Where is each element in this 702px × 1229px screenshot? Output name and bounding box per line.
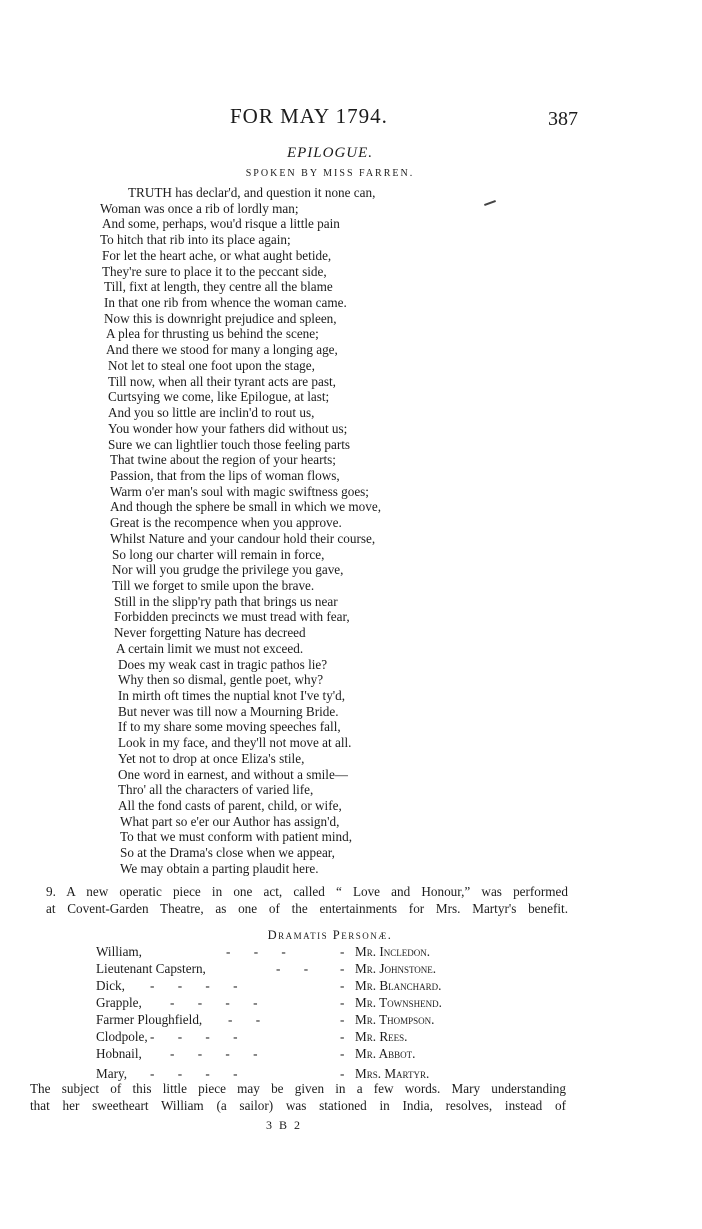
cast-dash: -: [340, 1046, 345, 1061]
poem-line: Woman was once a rib of lordly man;: [100, 200, 299, 216]
cast-leader: - - -: [226, 944, 296, 959]
cast-actor: Mrs. Martyr.: [355, 1066, 430, 1081]
cast-dash: -: [340, 1029, 345, 1044]
poem-line: Look in my face, and they'll not move at all.: [118, 735, 352, 751]
poem-line: Curtsying we come, like Epilogue, at last;: [108, 389, 330, 405]
poem-line: Thro' all the characters of varied life,: [118, 782, 314, 798]
poem-line: If to my share some moving speeches fall,: [118, 719, 341, 735]
cast-role: Farmer Ploughfield,: [96, 1012, 203, 1027]
poem-line: What part so e'er our Author has assign'd,: [120, 813, 340, 829]
entry-line: 9. A new operatic piece in one act, called “ Love and Honour,” was performed: [46, 884, 568, 899]
poem-line: Great is the recompence when you approve.: [110, 515, 342, 531]
cast-dash: -: [340, 995, 345, 1010]
poem-line: One word in earnest, and without a smile—: [118, 766, 348, 782]
cast-role: Hobnail,: [96, 1046, 142, 1061]
cast-leader: - - - -: [170, 995, 268, 1010]
poem-line: TRUTH has declar'd, and question it none can,: [128, 185, 376, 200]
page-header: [0, 100, 702, 140]
poem-line: Whilst Nature and your candour hold their course,: [110, 530, 376, 546]
poem-line: Sure we can lightlier touch those feeling parts: [108, 436, 351, 452]
summary-line: that her sweetheart William (a sailor) was stationed in India, resolves, instead of: [30, 1098, 566, 1113]
cast-role: Grapple,: [96, 995, 142, 1010]
poem-line: Forbidden precincts we must tread with fear,: [114, 609, 350, 625]
cast-actor: Mr. Johnstone.: [355, 961, 437, 976]
cast-dash: -: [340, 1012, 345, 1027]
epilogue-title: EPILOGUE.: [286, 145, 374, 161]
poem-line: So long our charter will remain in force,: [112, 546, 325, 562]
poem-line: Why then so dismal, gentle poet, why?: [118, 672, 324, 688]
poem-line: And you so little are inclin'd to rout us,: [108, 405, 315, 421]
cast-role: William,: [96, 944, 142, 959]
poem-line: You wonder how your fathers did without us;: [108, 420, 348, 436]
cast-leader: - - - -: [150, 1066, 248, 1081]
cast-role: Clodpole,: [96, 1029, 148, 1044]
epilogue-byline: SPOKEN BY MISS FARREN.: [245, 168, 415, 179]
poem-line: Does my weak cast in tragic pathos lie?: [118, 656, 328, 672]
cast-row: [0, 1012, 702, 1028]
cast-actor: Mr. Rees.: [355, 1029, 408, 1044]
summary-line: The subject of this little piece may be given in a few words. Mary understanding: [30, 1081, 566, 1096]
cast-actor: Mr. Thompson.: [355, 1012, 435, 1027]
cast-role: Dick,: [96, 978, 125, 993]
poem-line: So at the Drama's close when we appear,: [120, 845, 335, 861]
cast-actor: Mr. Blanchard.: [355, 978, 442, 993]
running-head: FOR MAY 1794.: [230, 104, 388, 128]
poem-line: To that we must conform with patient mind,: [120, 829, 353, 845]
poem-line: Warm o'er man's soul with magic swiftness goes;: [110, 483, 369, 499]
poem-line: We may obtain a parting plaudit here.: [120, 860, 319, 876]
cast-dash: -: [340, 978, 345, 993]
poem-line: All the fond casts of parent, child, or wife,: [118, 798, 342, 814]
theatre-entry: [46, 883, 568, 917]
epilogue-poem: [100, 185, 440, 877]
cast-dash: -: [340, 961, 345, 976]
poem-line: They're sure to place it to the peccant side,: [102, 263, 327, 279]
page-number: 387: [548, 108, 578, 130]
poem-line: A plea for thrusting us behind the scene;: [106, 326, 319, 342]
poem-line: Not let to steal one foot upon the stage,: [108, 357, 315, 373]
cast-actor: Mr. Incledon.: [355, 944, 431, 959]
poem-line: That twine about the region of your hearts;: [110, 452, 336, 468]
poem-line: Passion, that from the lips of woman flows,: [110, 467, 340, 483]
poem-line: In that one rib from whence the woman came.: [104, 295, 347, 311]
cast-leader: - - - -: [150, 1029, 248, 1044]
cast-actor: Mr. Abbot.: [355, 1046, 416, 1061]
cast-row: [0, 961, 702, 977]
cast-role: Lieutenant Capstern,: [96, 961, 206, 976]
cast-row: [0, 1046, 702, 1062]
plot-summary: [30, 1080, 566, 1114]
cast-row: [0, 995, 702, 1011]
poem-line: Till now, when all their tyrant acts are past,: [108, 373, 336, 389]
poem-line: And though the sphere be small in which we move,: [110, 499, 382, 515]
poem-line: Never forgetting Nature has decreed: [114, 625, 306, 641]
cast-leader: - - - -: [150, 978, 248, 993]
poem-line: Till we forget to smile upon the brave.: [112, 577, 315, 593]
poem-line: To hitch that rib into its place again;: [100, 232, 291, 248]
cast-row: [0, 1029, 702, 1045]
dramatis-personae-heading: Dramatis Personæ.: [267, 928, 393, 942]
poem-line: Nor will you grudge the privilege you gave,: [112, 562, 344, 578]
poem-line: Still in the slipp'ry path that brings us near: [114, 593, 338, 609]
poem-line: Till, fixt at length, they centre all the blame: [104, 279, 333, 295]
poem-line: And some, perhaps, wou'd risque a little pain: [102, 216, 340, 232]
cast-role: Mary,: [96, 1066, 128, 1081]
poem-line: For let the heart ache, or what aught betide,: [102, 247, 332, 263]
cast-row: [0, 944, 702, 960]
entry-line: at Covent-Garden Theatre, as one of the entertainments for Mrs. Martyr's benefit.: [46, 901, 568, 916]
cast-leader: - -: [228, 1012, 271, 1027]
cast-leader: - -: [276, 961, 319, 976]
poem-line: Yet not to drop at once Eliza's stile,: [118, 750, 305, 766]
poem-line: But never was till now a Mourning Bride.: [118, 703, 339, 719]
poem-line: And there we stood for many a longing age,: [106, 342, 338, 358]
poem-line: Now this is downright prejudice and spleen,: [104, 310, 337, 326]
cast-leader: - - - -: [170, 1046, 268, 1061]
poem-line: A certain limit we must not exceed.: [116, 640, 304, 656]
poem-line: In mirth oft times the nuptial knot I've ty'd,: [118, 688, 346, 703]
cast-actor: Mr. Townshend.: [355, 995, 442, 1010]
signature-mark: 3 B 2: [266, 1118, 303, 1132]
cast-dash: -: [340, 944, 345, 959]
cast-row: [0, 978, 702, 994]
cast-dash: -: [340, 1066, 345, 1081]
ink-mark: [484, 200, 496, 206]
